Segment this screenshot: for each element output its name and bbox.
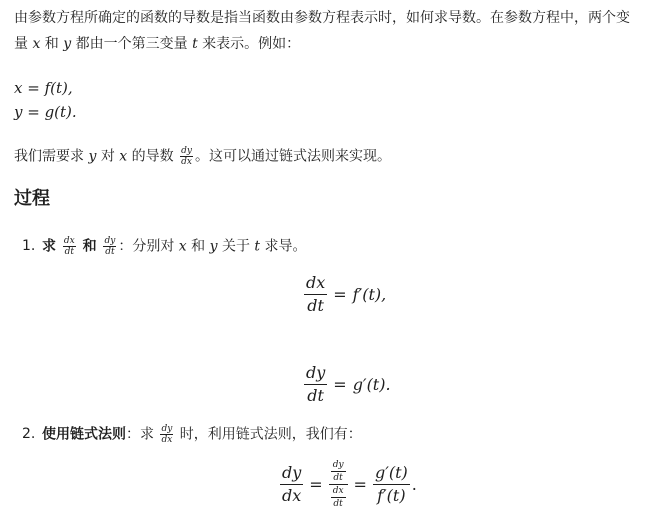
display-equation-dy-dt: [304, 362, 391, 407]
fraction-dy-dt: [103, 236, 116, 257]
fraction-denominator: dx: [161, 435, 173, 445]
fraction-denominator: dt: [105, 247, 115, 257]
step-1-text-a: ：分别对: [118, 238, 179, 255]
fraction-dy-dx-display: [280, 462, 303, 507]
fraction-numerator: dy: [280, 462, 303, 485]
equals-sign: =: [309, 475, 323, 494]
intro-text-b: 和: [40, 36, 64, 52]
fraction-denominator: dt: [333, 473, 343, 483]
equation-x: x = f(t),: [14, 79, 73, 97]
step-1-number: 1.: [22, 238, 36, 254]
fraction-dy-dt: [331, 460, 346, 483]
var-x: x: [32, 36, 41, 52]
var-y: y: [88, 148, 97, 165]
goal-text-a: 我们需要求: [14, 148, 89, 165]
fraction-denominator: f′(t): [377, 486, 406, 505]
step-1-bold-b: 和: [77, 238, 102, 255]
fraction-dy-dx: [180, 146, 193, 167]
step-2-text-b: 时，利用链式法则，我们有：: [175, 426, 362, 443]
equals-sign: =: [333, 375, 347, 394]
fraction-denominator: dt: [307, 296, 324, 315]
step-1-text-b: 和: [186, 238, 210, 255]
compound-numerator: [329, 460, 348, 485]
fraction-numerator: dy: [181, 146, 192, 156]
var-y: y: [209, 238, 218, 255]
fraction-denominator: dt: [333, 499, 343, 509]
fraction-denominator: dt: [307, 386, 324, 405]
fraction-denominator: dx: [181, 157, 192, 167]
var-x: x: [119, 148, 128, 165]
section-heading: 过程: [14, 188, 50, 209]
compound-denominator: [329, 485, 348, 509]
fraction-denominator: dt: [64, 247, 74, 257]
period: .: [411, 475, 417, 494]
intro-text-d: 来表示。例如：: [197, 36, 301, 52]
step-2-line: [42, 424, 362, 445]
goal-text-b: 对: [96, 148, 120, 165]
fraction-numerator: dy: [332, 460, 344, 470]
derivative-f-prime: f′(t),: [352, 285, 387, 304]
fraction-numerator: g′(t): [373, 462, 410, 485]
fraction-numerator: dx: [63, 236, 75, 246]
var-t: t: [192, 36, 198, 52]
display-equation-dx-dt: [304, 272, 386, 317]
step-1-line: [42, 236, 307, 257]
var-t: t: [254, 238, 261, 255]
fraction-dx-dt: [331, 486, 346, 509]
fraction-numerator: dx: [332, 486, 344, 496]
var-y: y: [63, 36, 72, 52]
equals-sign: =: [353, 475, 367, 494]
fraction-dy-dt-display: [304, 362, 327, 407]
intro-text-c: 都由一个第三变量: [71, 36, 193, 52]
step-2-text-a: ：求: [126, 426, 159, 443]
fraction-dy-dx: [160, 424, 173, 445]
goal-text-d: 。这可以通过链式法则来实现。: [194, 148, 391, 165]
fraction-g-prime-over-f-prime: [373, 462, 410, 507]
derivative-g-prime: g′(t).: [352, 375, 391, 394]
equals-sign: =: [333, 285, 347, 304]
intro-line-1: 由参数方程所确定的函数的导数是指当函数由参数方程表示时，如何求导数。在参数方程中，两个变: [14, 10, 630, 26]
step-2-number: 2.: [22, 426, 36, 442]
fraction-dx-dt-display: [304, 272, 327, 317]
fraction-numerator: dy: [104, 236, 116, 246]
fraction-numerator: dy: [161, 424, 173, 434]
var-x: x: [178, 238, 187, 255]
intro-line-2: [14, 34, 300, 54]
fraction-numerator: dx: [304, 272, 327, 295]
goal-line: [14, 146, 391, 167]
equation-y: y = g(t).: [14, 103, 77, 121]
compound-fraction: [329, 460, 348, 509]
chain-rule-equation: [280, 460, 417, 509]
fraction-numerator: dy: [304, 362, 327, 385]
goal-text-c: 的导数: [127, 148, 179, 165]
intro-text-a: 量: [14, 36, 33, 52]
step-1-text-c: 关于: [217, 238, 255, 255]
fraction-dx-dt: [63, 236, 76, 257]
step-2-bold: 使用链式法则: [42, 426, 126, 443]
step-1-bold-a: 求: [42, 238, 61, 255]
step-1-text-d: 求导。: [260, 238, 307, 255]
fraction-denominator: dx: [282, 486, 302, 505]
